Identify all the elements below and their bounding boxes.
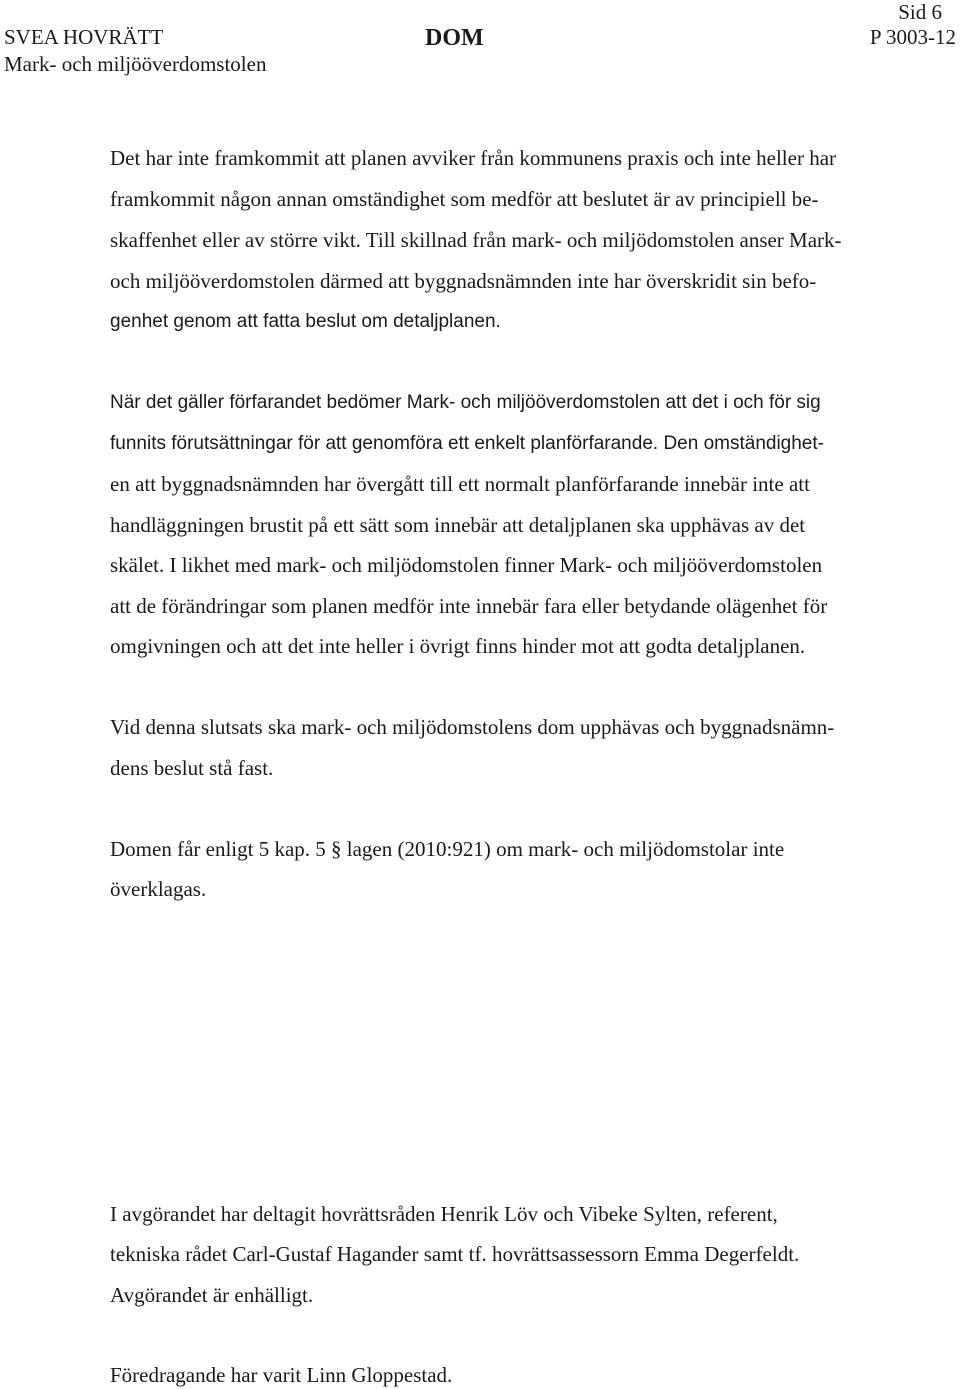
- text-line: Domen får enligt 5 kap. 5 § lagen (2010:921) om mark- och miljödomstolar inte: [110, 837, 785, 861]
- document-type: DOM: [425, 25, 484, 51]
- text-line: Avgörandet är enhälligt.: [110, 1283, 314, 1307]
- text-line: framkommit någon annan omständighet som medför att beslutet är av principiell be-: [110, 187, 819, 211]
- text-line: I avgörandet har deltagit hovrättsråden Henrik Löv och Vibeke Sylten, referent,: [110, 1202, 778, 1226]
- text-line: tekniska rådet Carl-Gustaf Hagander samt tf. hovrättsassessorn Emma Degerfeldt.: [110, 1242, 800, 1266]
- text-line: och miljööverdomstolen därmed att byggnadsnämnden inte har överskridit sin befo-: [110, 269, 817, 293]
- text-line: handläggningen brustit på ett sätt som innebär att detaljplanen ska upphävas av det: [110, 513, 806, 537]
- text-line: skaffenhet eller av större vikt. Till skillnad från mark- och miljödomstolen anser Mark-: [110, 228, 842, 252]
- text-line: funnits förutsättningar för att genomföra ett enkelt planförfarande. Den omständighet-: [110, 433, 824, 454]
- text-line: en att byggnadsnämnden har övergått till ett normalt planförfarande innebär inte att: [110, 472, 810, 496]
- court-division: Mark- och miljööverdomstolen: [4, 52, 267, 76]
- court-name: SVEA HOVRÄTT: [4, 25, 164, 49]
- text-line: skälet. I likhet med mark- och miljödomstolen finner Mark- och miljööverdomstolen: [110, 553, 823, 577]
- text-line: omgivningen och att det inte heller i övrigt finns hinder mot att godta detaljplanen.: [110, 634, 806, 658]
- text-line: Det har inte framkommit att planen avviker från kommunens praxis och inte heller har: [110, 146, 837, 170]
- text-line: överklagas.: [110, 877, 207, 901]
- text-line: genhet genom att fatta beslut om detaljplanen.: [110, 311, 501, 332]
- text-line: Föredragande har varit Linn Gloppestad.: [110, 1363, 453, 1387]
- text-line: När det gäller förfarandet bedömer Mark- och miljööverdomstolen att det i och för sig: [110, 392, 821, 413]
- page-number: Sid 6: [898, 0, 942, 24]
- case-number: P 3003-12: [869, 25, 956, 49]
- text-line: att de förändringar som planen medför inte innebär fara eller betydande olägenhet för: [110, 594, 828, 618]
- text-line: Vid denna slutsats ska mark- och miljödomstolens dom upphävas och byggnadsnämn-: [110, 715, 835, 739]
- text-line: dens beslut stå fast.: [110, 756, 274, 780]
